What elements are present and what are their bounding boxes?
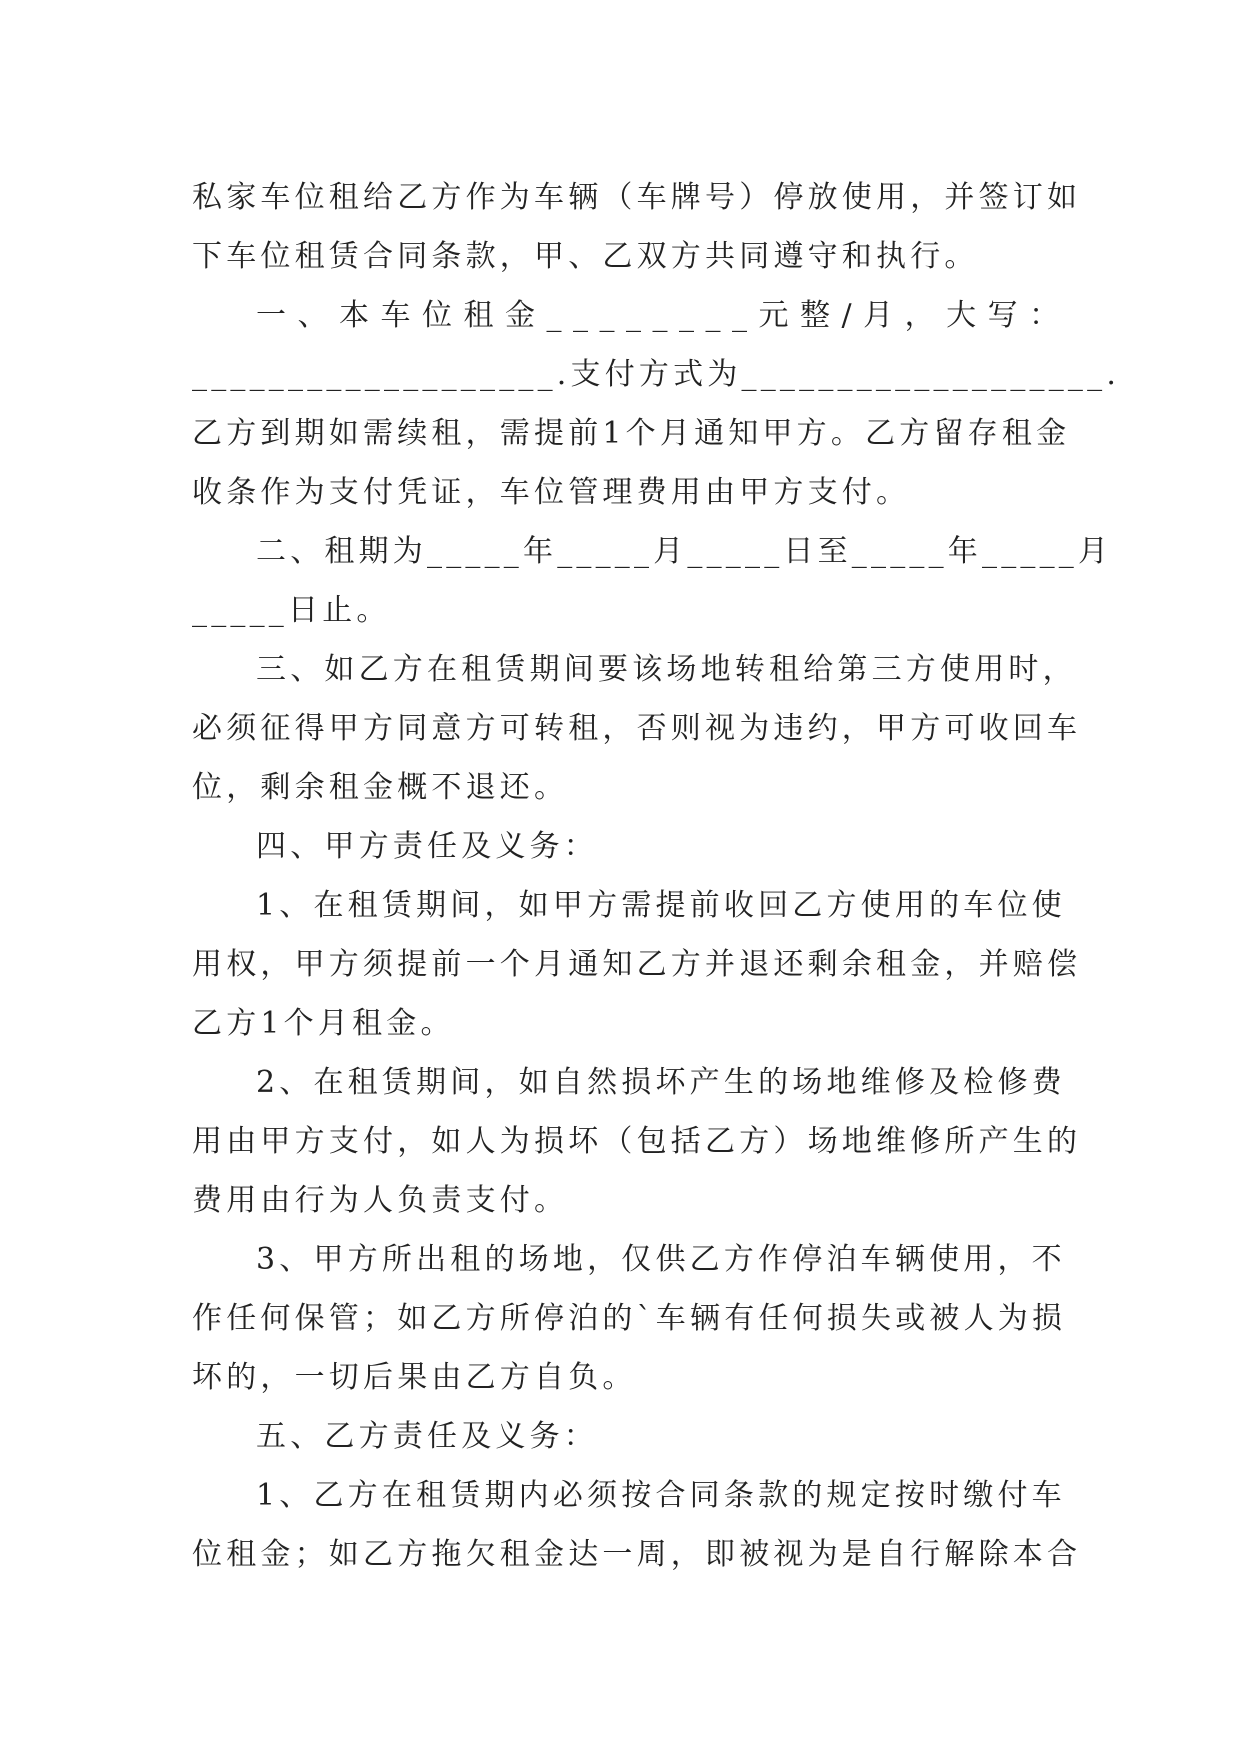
- text-line: ___________________.支付方式为___________________.: [192, 357, 1121, 392]
- text-line: 位租金；如乙方拖欠租金达一周，即被视为是自行解除本合: [192, 1537, 1082, 1572]
- text-line: 用由甲方支付，如人为损坏（包括乙方）场地维修所产生的: [192, 1124, 1082, 1159]
- document-body: [192, 168, 1121, 1584]
- text-line: 3、甲方所出租的场地，仅供乙方作停泊车辆使用，不: [256, 1242, 1066, 1277]
- text-line: 二、租期为_____年_____月_____日至_____年_____月: [256, 534, 1113, 569]
- text-line: 三、如乙方在租赁期间要该场地转租给第三方使用时，: [256, 652, 1077, 687]
- text-line: 1、乙方在租赁期内必须按合同条款的规定按时缴付车: [256, 1478, 1066, 1513]
- text-line: _____日止。: [192, 593, 391, 628]
- text-line: 一、本车位租金________元整/月，大写：: [256, 298, 1071, 333]
- text-line: 收条作为支付凭证，车位管理费用由甲方支付。: [192, 475, 911, 510]
- text-line: 坏的，一切后果由乙方自负。: [192, 1360, 637, 1395]
- text-line: 私家车位租给乙方作为车辆（车牌号）停放使用，并签订如: [192, 180, 1082, 215]
- text-line: 位，剩余租金概不退还。: [192, 770, 569, 805]
- text-line: 乙方1个月租金。: [192, 1006, 455, 1041]
- text-line: 乙方到期如需续租，需提前1个月通知甲方。乙方留存租金: [192, 416, 1071, 451]
- text-line: 作任何保管；如乙方所停泊的`车辆有任何损失或被人为损: [192, 1301, 1067, 1336]
- text-line: 用权，甲方须提前一个月通知乙方并退还剩余租金，并赔偿: [192, 947, 1082, 982]
- text-line: 费用由行为人负责支付。: [192, 1183, 569, 1218]
- section-heading: 五、乙方责任及义务：: [256, 1419, 598, 1454]
- text-line: 1、在租赁期间，如甲方需提前收回乙方使用的车位使: [256, 888, 1066, 923]
- text-line: 下车位租赁合同条款，甲、乙双方共同遵守和执行。: [192, 239, 979, 274]
- text-line: 2、在租赁期间，如自然损坏产生的场地维修及检修费: [256, 1065, 1066, 1100]
- text-line: 必须征得甲方同意方可转租，否则视为违约，甲方可收回车: [192, 711, 1082, 746]
- section-heading: 四、甲方责任及义务：: [256, 829, 598, 864]
